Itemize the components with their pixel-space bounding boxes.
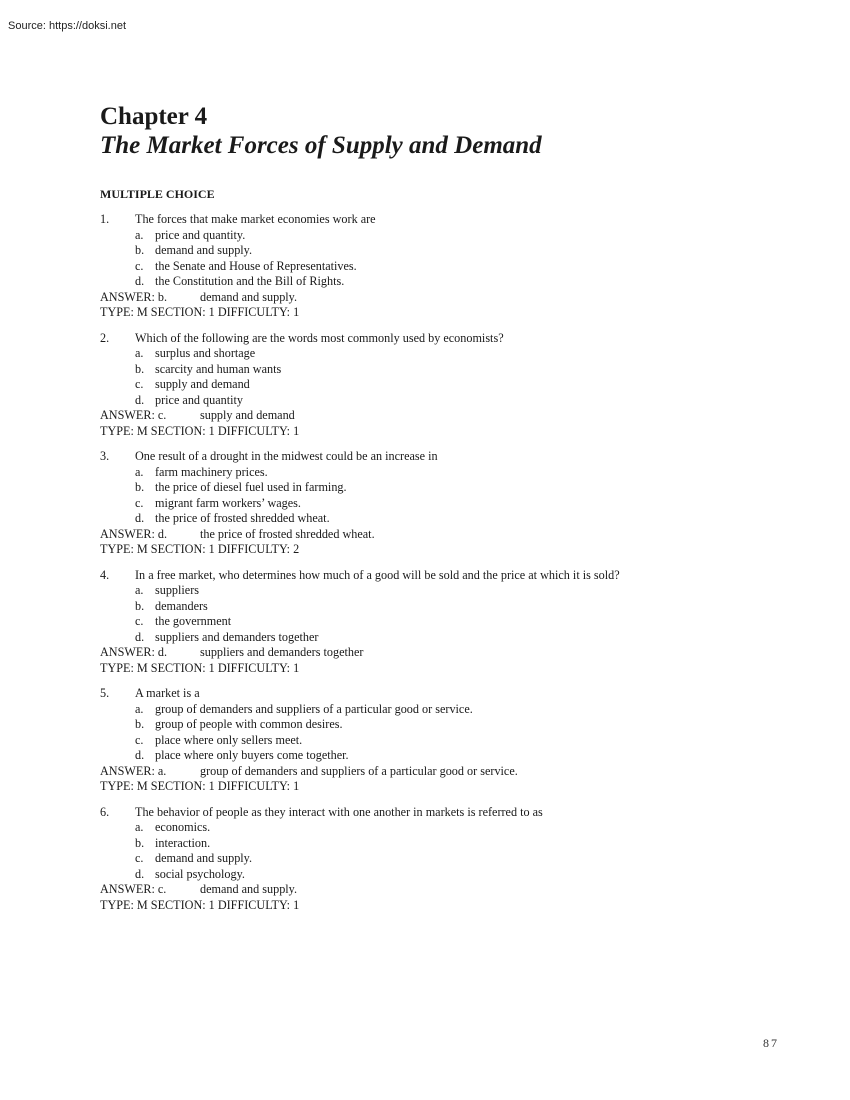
option-item xyxy=(100,346,800,362)
page-number: 87 xyxy=(763,1036,779,1050)
option-item xyxy=(100,243,800,259)
question-meta: TYPE: M SECTION: 1 DIFFICULTY: 1 xyxy=(100,305,300,319)
answer-label: ANSWER: c. xyxy=(100,882,167,896)
option-text: farm machinery prices. xyxy=(155,464,268,479)
answer-text: supply and demand xyxy=(200,408,295,422)
option-letter: b. xyxy=(135,717,145,731)
answer-label: ANSWER: d. xyxy=(100,526,168,541)
question-number: 6. xyxy=(100,804,110,819)
option-text: price and quantity xyxy=(155,392,243,407)
question-meta: TYPE: M SECTION: 1 DIFFICULTY: 1 xyxy=(100,779,300,793)
section-heading: MULTIPLE CHOICE xyxy=(100,187,215,201)
option-list xyxy=(100,228,800,290)
question-meta: TYPE: M SECTION: 1 DIFFICULTY: 1 xyxy=(100,660,300,675)
option-text: scarcity and human wants xyxy=(155,361,282,376)
option-letter: a. xyxy=(135,701,144,716)
option-text: group of people with common desires. xyxy=(155,717,343,731)
question-text: One result of a drought in the midwest could be an increase in xyxy=(135,449,438,463)
option-item xyxy=(100,820,800,836)
option-item xyxy=(100,836,800,852)
option-text: the Senate and House of Representatives. xyxy=(155,258,357,273)
option-text: place where only sellers meet. xyxy=(155,732,303,747)
option-item xyxy=(100,614,800,630)
answer-text: demand and supply. xyxy=(200,289,298,304)
question-item xyxy=(100,805,800,914)
option-text: price and quantity. xyxy=(155,227,246,242)
option-text: interaction. xyxy=(155,835,211,850)
option-item xyxy=(100,274,800,290)
question-number: 2. xyxy=(100,330,110,345)
option-letter: d. xyxy=(135,392,145,407)
option-item xyxy=(100,717,800,733)
option-item xyxy=(100,511,800,527)
question-item xyxy=(100,449,800,558)
question-text: Which of the following are the words most commonly used by economists? xyxy=(135,330,504,345)
option-text: demand and supply. xyxy=(155,851,253,865)
answer-label: ANSWER: d. xyxy=(100,645,168,659)
question-text: In a free market, who determines how much of a good will be sold and the price at which it is sold? xyxy=(135,567,620,582)
source-label[interactable]: Source: https://doksi.net xyxy=(8,20,127,32)
option-text: suppliers xyxy=(155,583,200,597)
option-item xyxy=(100,496,800,512)
option-item xyxy=(100,377,800,393)
question-text: The forces that make market economies work are xyxy=(135,212,376,226)
option-item xyxy=(100,851,800,867)
option-item xyxy=(100,599,800,615)
answer-label: ANSWER: a. xyxy=(100,763,167,778)
option-item xyxy=(100,867,800,883)
option-letter: c. xyxy=(135,377,144,391)
option-text: group of demanders and suppliers of a particular good or service. xyxy=(155,701,473,716)
option-text: demanders xyxy=(155,598,208,613)
option-text: suppliers and demanders together xyxy=(155,629,319,644)
answer-label: ANSWER: c. xyxy=(100,408,167,422)
question-text: A market is a xyxy=(135,686,200,700)
option-letter: b. xyxy=(135,480,145,494)
option-item xyxy=(100,702,800,718)
question-number: 4. xyxy=(100,567,110,582)
answer-text: the price of frosted shredded wheat. xyxy=(200,526,375,541)
option-item xyxy=(100,733,800,749)
option-item xyxy=(100,465,800,481)
option-text: the Constitution and the Bill of Rights. xyxy=(155,274,345,288)
option-item xyxy=(100,362,800,378)
option-letter: c. xyxy=(135,732,144,747)
option-list xyxy=(100,346,800,408)
option-item xyxy=(100,259,800,275)
question-number: 1. xyxy=(100,212,110,226)
option-item xyxy=(100,480,800,496)
answer-text: group of demanders and suppliers of a particular good or service. xyxy=(200,763,518,778)
question-meta: TYPE: M SECTION: 1 DIFFICULTY: 1 xyxy=(100,897,300,912)
option-list xyxy=(100,820,800,882)
option-text: surplus and shortage xyxy=(155,346,256,360)
answer-text: demand and supply. xyxy=(200,882,298,896)
option-item xyxy=(100,393,800,409)
page-content xyxy=(100,103,800,913)
question-item xyxy=(100,686,800,795)
option-letter: b. xyxy=(135,361,145,376)
question-item xyxy=(100,568,800,677)
option-text: the price of diesel fuel used in farming. xyxy=(155,480,347,494)
chapter-title: The Market Forces of Supply and Demand xyxy=(100,132,542,159)
question-number: 5. xyxy=(100,686,110,700)
option-text: economics. xyxy=(155,820,211,834)
option-text: the price of frosted shredded wheat. xyxy=(155,511,330,525)
option-text: migrant farm workers’ wages. xyxy=(155,495,301,510)
option-letter: c. xyxy=(135,495,144,510)
question-meta: TYPE: M SECTION: 1 DIFFICULTY: 2 xyxy=(100,542,300,556)
option-text: social psychology. xyxy=(155,866,245,881)
option-letter: d. xyxy=(135,629,145,644)
option-list xyxy=(100,583,800,645)
option-text: place where only buyers come together. xyxy=(155,748,349,762)
option-letter: d. xyxy=(135,866,145,881)
question-number: 3. xyxy=(100,449,110,463)
option-text: the government xyxy=(155,614,232,628)
answer-label: ANSWER: b. xyxy=(100,289,168,304)
option-letter: d. xyxy=(135,274,145,288)
question-item xyxy=(100,331,800,440)
option-letter: a. xyxy=(135,820,144,834)
option-item xyxy=(100,748,800,764)
option-letter: c. xyxy=(135,258,144,273)
option-item xyxy=(100,228,800,244)
option-letter: a. xyxy=(135,346,144,360)
answer-text: suppliers and demanders together xyxy=(200,645,364,659)
option-letter: d. xyxy=(135,511,145,525)
question-text: The behavior of people as they interact with one another in markets is referred to as xyxy=(135,804,543,819)
option-text: demand and supply. xyxy=(155,243,253,257)
chapter-number: Chapter 4 xyxy=(100,103,208,130)
question-list xyxy=(100,212,800,913)
option-letter: a. xyxy=(135,464,144,479)
option-letter: c. xyxy=(135,614,144,628)
option-list xyxy=(100,702,800,764)
option-item xyxy=(100,583,800,599)
option-letter: a. xyxy=(135,583,144,597)
option-text: supply and demand xyxy=(155,377,250,391)
option-letter: a. xyxy=(135,227,144,242)
question-meta: TYPE: M SECTION: 1 DIFFICULTY: 1 xyxy=(100,423,300,438)
option-list xyxy=(100,465,800,527)
option-letter: b. xyxy=(135,243,145,257)
option-letter: b. xyxy=(135,835,145,850)
option-letter: d. xyxy=(135,748,145,762)
option-item xyxy=(100,630,800,646)
option-letter: b. xyxy=(135,598,145,613)
option-letter: c. xyxy=(135,851,144,865)
question-item xyxy=(100,212,800,321)
